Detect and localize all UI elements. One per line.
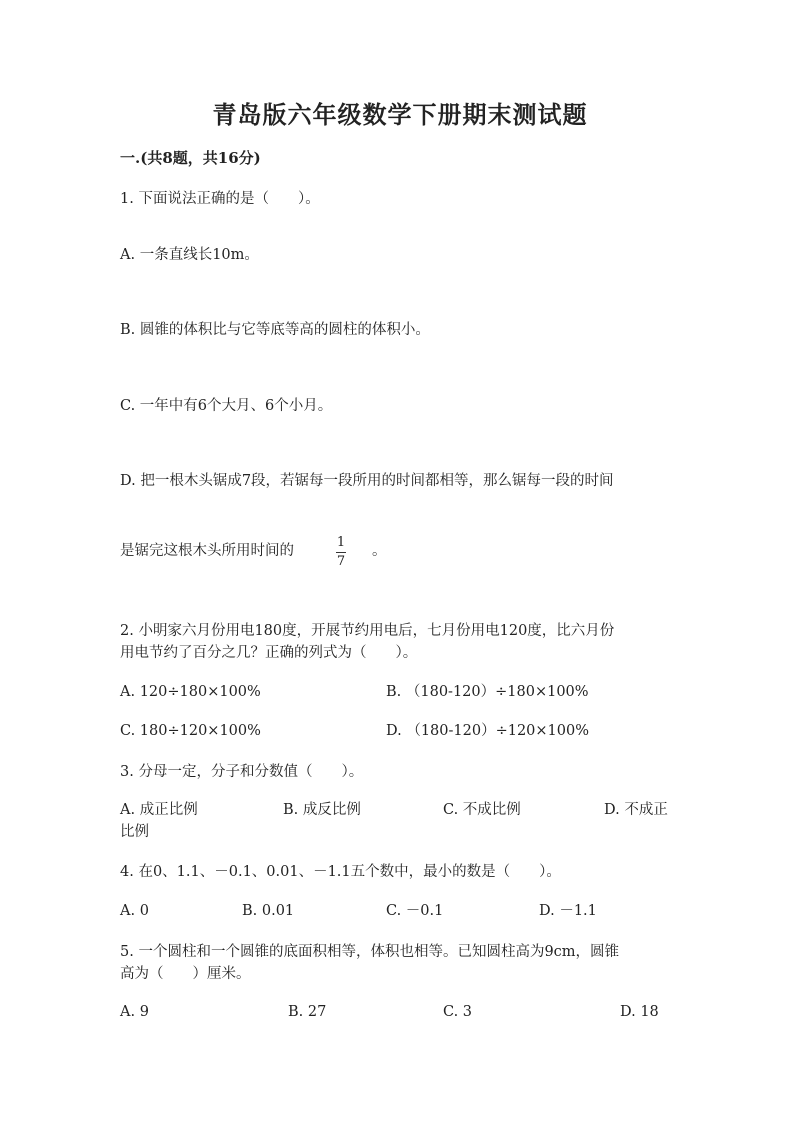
q3-option-d-line1: D. 不成正 xyxy=(604,802,668,818)
q1-option-d-line1: D. 把一根木头锯成7段，若锯每一段所用的时间都相等，那么锯每一段的时间 xyxy=(120,473,614,489)
q4-stem: 4. 在0、1.1、－0.1、0.01、－1.1五个数中，最小的数是（ ）。 xyxy=(120,864,561,880)
q1-option-c: C. 一年中有6个大月、6个小月。 xyxy=(120,398,333,414)
fraction-bar xyxy=(336,552,346,553)
q3-option-c: C. 不成比例 xyxy=(443,802,521,818)
q2-option-b: B. （180-120）÷180×100% xyxy=(386,684,589,700)
q2-stem-line2: 用电节约了百分之几？正确的列式为（ ）。 xyxy=(120,645,418,661)
q3-option-a: A. 成正比例 xyxy=(120,802,198,818)
q1-option-d-end: 。 xyxy=(372,543,387,559)
q3-option-d-line2: 比例 xyxy=(120,824,149,840)
q5-stem-line2: 高为（ ）厘米。 xyxy=(120,966,251,982)
q4-option-a: A. 0 xyxy=(120,903,149,919)
q2-option-a: A. 120÷180×100% xyxy=(120,684,261,700)
q3-stem: 3. 分母一定，分子和分数值（ ）。 xyxy=(120,764,364,780)
q5-option-b: B. 27 xyxy=(288,1004,327,1020)
q1-stem: 1. 下面说法正确的是（ ）。 xyxy=(120,191,320,207)
q2-option-c: C. 180÷120×100% xyxy=(120,723,261,739)
section-heading: 一.(共8题，共16分) xyxy=(120,149,261,167)
q1-option-d-line2: 是锯完这根木头所用时间的 xyxy=(120,543,294,559)
q5-option-d: D. 18 xyxy=(620,1004,659,1020)
q4-option-b: B. 0.01 xyxy=(242,903,295,919)
q1-option-b: B. 圆锥的体积比与它等底等高的圆柱的体积小。 xyxy=(120,322,430,338)
fraction-numerator: 1 xyxy=(336,535,346,550)
q4-option-d: D. －1.1 xyxy=(539,903,597,919)
q5-option-a: A. 9 xyxy=(120,1004,149,1020)
q1-option-a: A. 一条直线长10m。 xyxy=(120,247,259,263)
q4-option-c: C. －0.1 xyxy=(386,903,444,919)
fraction-one-seventh xyxy=(336,536,346,569)
q5-option-c: C. 3 xyxy=(443,1004,473,1020)
page-title: 青岛版六年级数学下册期末测试题 xyxy=(212,100,588,129)
q2-stem-line1: 2. 小明家六月份用电180度，开展节约用电后，七月份用电120度，比六月份 xyxy=(120,623,615,639)
q5-stem-line1: 5. 一个圆柱和一个圆锥的底面积相等，体积也相等。已知圆柱高为9cm，圆锥 xyxy=(120,944,620,960)
q3-option-b: B. 成反比例 xyxy=(283,802,361,818)
q2-option-d: D. （180-120）÷120×100% xyxy=(386,723,590,739)
fraction-denominator: 7 xyxy=(336,554,346,569)
